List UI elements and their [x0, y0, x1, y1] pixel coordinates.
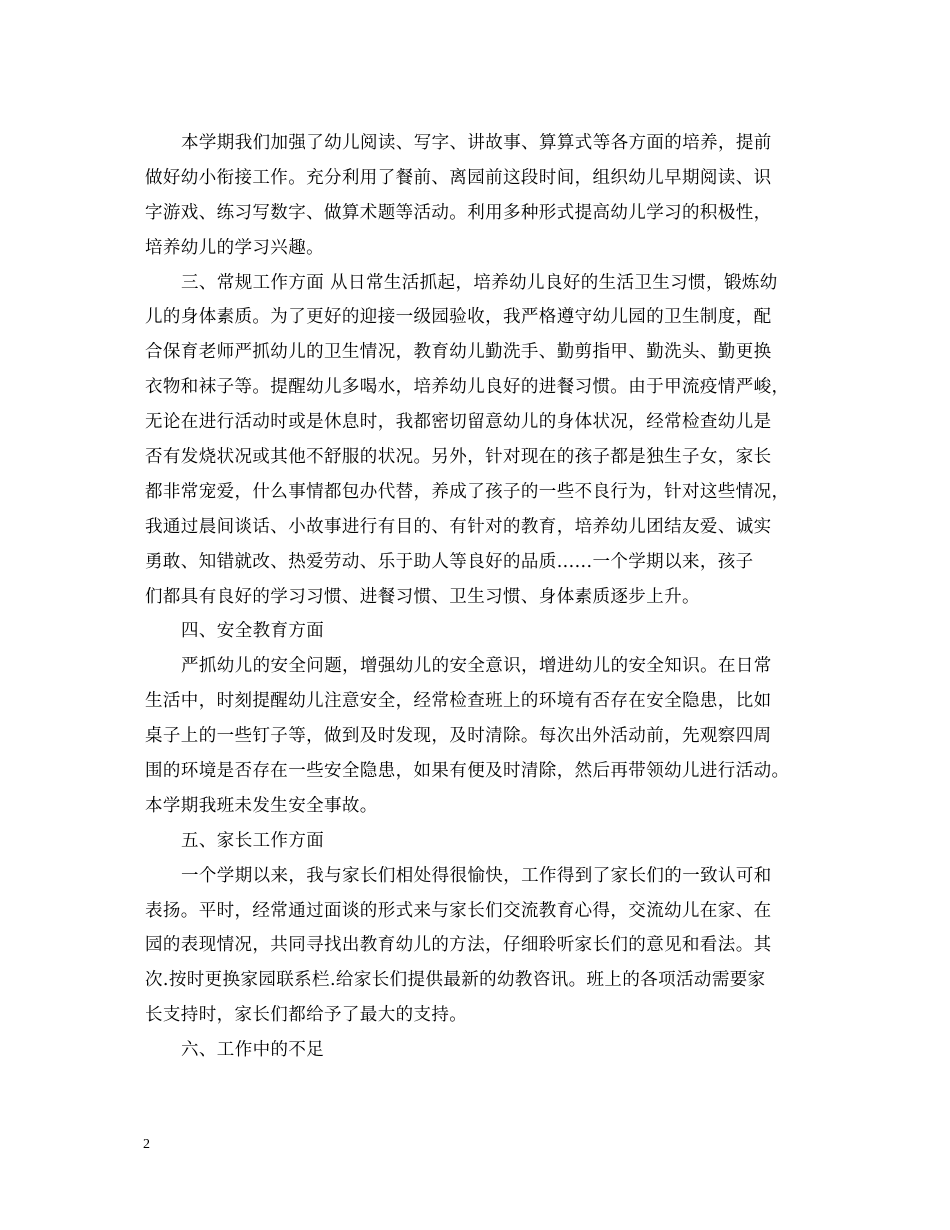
text-line: 三、常规工作方面 从日常生活抓起，培养幼儿良好的生活卫生习惯，锻炼幼	[181, 272, 778, 293]
text-line: 一个学期以来，我与家长们相处得很愉快，工作得到了家长们的一致认可和	[181, 865, 772, 886]
text-line: 围的环境是否存在一些安全隐患，如果有便及时清除，然后再带领幼儿进行活动。	[145, 761, 790, 782]
text-line: 四、安全教育方面	[181, 621, 325, 642]
text-line: 都非常宠爱，什么事情都包办代替，养成了孩子的一些不良行为，针对这些情况，	[145, 481, 790, 502]
text-line: 桌子上的一些钉子等，做到及时发现，及时清除。每次出外活动前，先观察四周	[145, 726, 772, 747]
text-line: 合保育老师严抓幼儿的卫生情况，教育幼儿勤洗手、勤剪指甲、勤洗头、勤更换	[145, 342, 772, 363]
text-line: 勇敢、知错就改、热爱劳动、乐于助人等良好的品质......一个学期以来，孩子	[145, 551, 754, 572]
text-line: 无论在进行活动时或是休息时，我都密切留意幼儿的身体状况，经常检查幼儿是	[145, 412, 772, 433]
text-line: 生活中，时刻提醒幼儿注意安全，经常检查班上的环境有否存在安全隐患，比如	[145, 691, 772, 712]
text-line: 儿的身体素质。为了更好的迎接一级园验收，我严格遵守幼儿园的卫生制度，配	[145, 307, 772, 328]
text-line: 我通过晨间谈话、小故事进行有目的、有针对的教育，培养幼儿团结友爱、诚实	[145, 516, 772, 537]
text-line: 五、家长工作方面	[181, 830, 325, 851]
text-line: 表扬。平时，经常通过面谈的形式来与家长们交流教育心得，交流幼儿在家、在	[145, 900, 772, 921]
text-line: 们都具有良好的学习习惯、进餐习惯、卫生习惯、身体素质逐步上升。	[145, 586, 700, 607]
text-line: 本学期我们加强了幼儿阅读、写字、讲故事、算算式等各方面的培养，提前	[181, 133, 772, 153]
text-line: 长支持时，家长们都给予了最大的支持。	[145, 1005, 468, 1026]
text-line: 次.按时更换家园联系栏.给家长们提供最新的幼教咨讯。班上的各项活动需要家	[145, 970, 766, 991]
text-line: 衣物和袜子等。提醒幼儿多喝水，培养幼儿良好的进餐习惯。由于甲流疫情严峻，	[145, 377, 790, 398]
text-line: 六、工作中的不足	[181, 1040, 325, 1061]
text-line: 园的表现情况，共同寻找出教育幼儿的方法，仔细聆听家长们的意见和看法。其	[145, 935, 772, 956]
text-line: 做好幼小衔接工作。充分利用了餐前、离园前这段时间，组织幼儿早期阅读、识	[145, 167, 772, 188]
text-line: 字游戏、练习写数字、做算术题等活动。利用多种形式提高幼儿学习的积极性，	[145, 202, 772, 223]
page-number: 2	[143, 1137, 150, 1152]
text-line: 培养幼儿的学习兴趣。	[145, 237, 324, 258]
document-body	[145, 126, 810, 1068]
text-line: 本学期我班未发生安全事故。	[145, 795, 378, 816]
text-line: 否有发烧状况或其他不舒服的状况。另外，针对现在的孩子都是独生子女，家长	[145, 447, 772, 468]
text-line: 严抓幼儿的安全问题，增强幼儿的安全意识，增进幼儿的安全知识。在日常	[181, 656, 772, 677]
